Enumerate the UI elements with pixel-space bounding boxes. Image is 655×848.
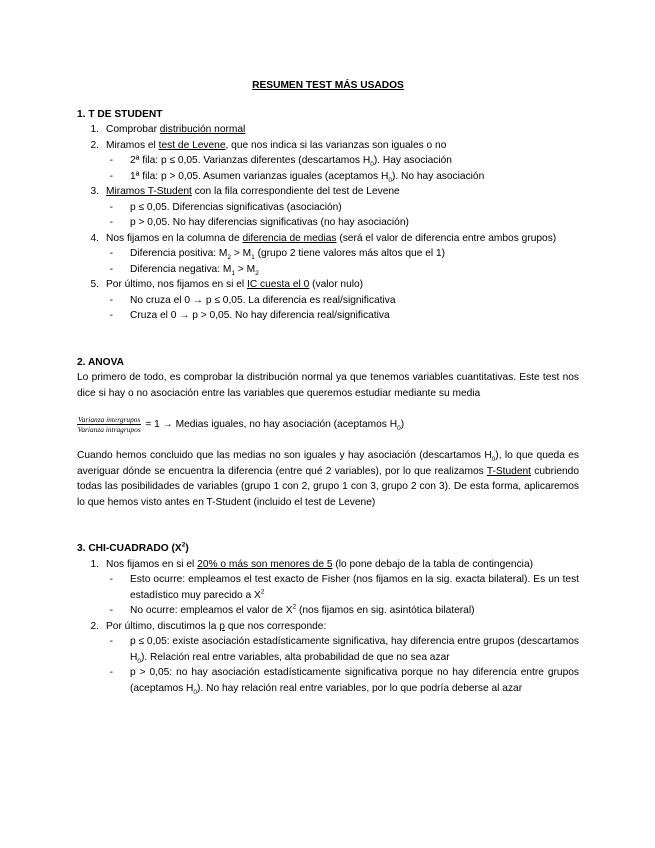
list-item: [77, 138, 579, 154]
item-number: 4.: [90, 232, 99, 244]
section-heading-t-student: 1. T DE STUDENT: [77, 108, 163, 120]
sub-item: [77, 308, 579, 324]
item-number: 2.: [90, 139, 99, 151]
dash-bullet: -: [109, 170, 113, 182]
sub-item-text: p > 0,05: no hay asociación estadísticamente significativa porque no hay diferencia entre grupos (aceptamos $H_0$). No hay relación real entre variables, por lo que podría deberse al azar: [130, 667, 579, 696]
sub-item-text: No ocurre: empleamos el valor de $X^2$ (nos fijamos en sig. asintótica bilateral): [130, 603, 475, 616]
list-item: [77, 122, 579, 138]
item-number: 1.: [90, 124, 99, 135]
item-number: 1.: [90, 558, 99, 570]
sub-item: [77, 293, 579, 309]
dash-bullet: -: [109, 294, 113, 306]
list-item: [77, 231, 579, 247]
sub-item: [77, 200, 579, 216]
sub-item: [77, 169, 579, 185]
sub-item-text: 2ª fila: p ≤ 0,05. Varianzas diferentes (descartamos $H_0$). Hay asociación: [130, 155, 452, 169]
sub-item-text: p ≤ 0,05: existe asociación estadísticamente significativa, hay diferencia entre grupos (descartamos $H_0$). Relación real entre variables, alta probabilidad de que no sea azar: [130, 636, 579, 665]
sub-item-text: Esto ocurre: empleamos el test exacto de Fisher (nos fijamos en la sig. exacta bilateral). Es un test estadístico muy parecido a $X^2$: [130, 574, 579, 601]
dash-bullet: -: [109, 201, 113, 213]
paragraph: Cuando hemos concluido que las medias no son iguales y hay asociación (descartamos $H_0$), lo que queda es averiguar dónde se encuentra la diferencia (entre qué 2 variables), por lo que realizamos T-Student cubriendo todas las posibilidades de variables (grupo 1 con 2, grupo 1 con 3, grupo 2 con 3). De esta forma, aplicaremos lo que hemos visto antes en T-Student (incluido el test de Levene): [77, 450, 580, 508]
dash-bullet: -: [109, 248, 113, 259]
dash-bullet: -: [109, 636, 113, 647]
sub-item-text: p ≤ 0,05. Diferencias significativas (asociación): [130, 201, 342, 213]
sub-item-text: Diferencia negativa: $M_1 > M_2$: [130, 263, 259, 277]
dash-bullet: -: [109, 574, 113, 585]
sub-item: [77, 665, 579, 696]
sub-item-text: Diferencia positiva: $M_2 > M_1$ (grupo 2 tiene valores más altos que el 1): [130, 248, 446, 262]
item-text: Nos fijamos en la columna de diferencia de medias (será el valor de diferencia entre ambos grupos): [106, 232, 557, 244]
sub-item: [77, 634, 579, 665]
sub-item-text: Cruza el 0 → p > 0,05. No hay diferencia real/significativa: [130, 310, 390, 321]
list-item: [77, 184, 579, 200]
dash-bullet: -: [109, 155, 113, 166]
list-item: [77, 277, 579, 293]
item-text: Miramos T-Student con la fila correspondiente del test de Levene: [106, 186, 400, 197]
dash-bullet: -: [109, 217, 113, 228]
formula: [77, 415, 579, 434]
document-page: [77, 78, 579, 696]
item-text: Por último, nos fijamos en si el IC cuesta el 0 (valor nulo): [106, 279, 364, 290]
sub-item: [77, 262, 579, 278]
section-heading-anova: 2. ANOVA: [77, 356, 124, 368]
item-text: Por último, discutimos la p que nos corresponde:: [106, 620, 327, 632]
list-item: [77, 557, 579, 573]
sub-item-text: No cruza el 0 → p ≤ 0,05. La diferencia es real/significativa: [130, 294, 396, 306]
section-heading-chi-cuadrado: 3. CHI-CUADRADO $(X^2)$: [77, 541, 189, 554]
dash-bullet: -: [109, 605, 113, 616]
sub-item: [77, 153, 579, 169]
formula-text: = 1 → Medias iguales, no hay asociación (aceptamos $H_0$): [145, 418, 405, 432]
fraction-numerator: Varianza intergrupos: [78, 415, 141, 424]
page-title: RESUMEN TEST MÁS USADOS: [252, 80, 404, 91]
dash-bullet: -: [109, 263, 113, 275]
item-text: Miramos el test de Levene, que nos indica si las varianzas son iguales o no: [106, 139, 447, 151]
sub-item-text: 1ª fila: p > 0,05. Asumen varianzas iguales (aceptamos $H_0$). No hay asociación: [130, 170, 485, 184]
item-number: 5.: [90, 279, 99, 290]
dash-bullet: -: [109, 667, 113, 678]
item-number: 3.: [90, 186, 99, 197]
sub-item: [77, 572, 579, 603]
fraction: [77, 415, 141, 434]
paragraph: Lo primero de todo, es comprobar la distribución normal ya que tenemos variables cuantitativas. Este test nos dice si hay o no asociación entre las variables que queremos estudiar mediante su media: [77, 372, 579, 399]
item-text: Nos fijamos en si el 20% o más son menores de 5 (lo pone debajo de la tabla de contingencia): [106, 558, 534, 570]
item-text: Comprobar distribución normal: [106, 124, 246, 135]
sub-item: [77, 215, 579, 231]
fraction-denominator: Varianza intragrupos: [77, 425, 141, 434]
item-number: 2.: [90, 620, 99, 632]
sub-item: [77, 246, 579, 262]
sub-item-text: p > 0,05. No hay diferencias significativas (no hay asociación): [130, 217, 409, 228]
list-item: [77, 619, 579, 635]
sub-item: [77, 603, 579, 619]
dash-bullet: -: [109, 310, 113, 321]
